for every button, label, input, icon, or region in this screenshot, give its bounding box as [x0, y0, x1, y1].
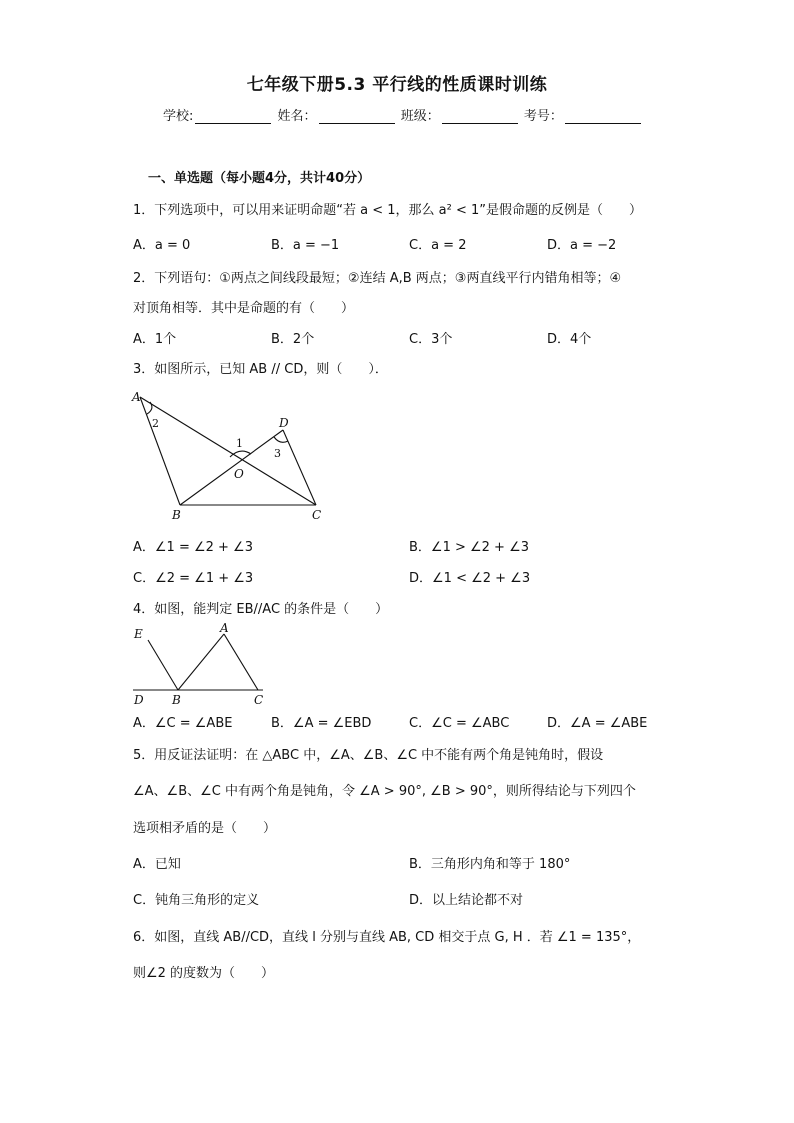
q3-option-a: A．∠1 = ∠2 + ∠3: [133, 540, 253, 555]
q2-option-c: C．3个: [409, 332, 453, 347]
exam-no-label: 考号：: [523, 109, 563, 124]
angle-3-label: 3: [274, 447, 281, 460]
q4-figure: [128, 618, 278, 710]
angle-2-arc: [147, 402, 152, 414]
q1-option-c: C．a = 2: [409, 238, 467, 253]
question-4-text: 4．如图，能判定 EB//AC 的条件是（ ）: [133, 602, 389, 617]
q3-figure: [128, 385, 338, 525]
question-5-line-1: 5．用反证法证明：在 △ABC 中，∠A、∠B、∠C 中不能有两个角是钝角时，假设: [133, 748, 604, 763]
segment-ac: [224, 634, 258, 690]
question-5-line-3: 选项相矛盾的是（ ）: [133, 821, 277, 836]
q3-option-c: C．∠2 = ∠1 + ∠3: [133, 571, 254, 586]
label-c: C: [254, 693, 264, 707]
question-2-line-1: 2．下列语句：①两点之间线段最短；②连结 A,B 两点；③两直线平行内错角相等；④: [133, 271, 622, 286]
segment-ba: [178, 634, 224, 690]
q1-option-b: B．a = −1: [271, 238, 340, 253]
angle-2-label: 2: [152, 417, 159, 430]
class-blank[interactable]: [442, 109, 518, 124]
q5-option-a: A．已知: [133, 857, 181, 872]
q1-option-a: A．a = 0: [133, 238, 191, 253]
exam-no-blank[interactable]: [565, 109, 641, 124]
label-c: C: [312, 508, 322, 522]
q3-option-d: D．∠1 < ∠2 + ∠3: [409, 571, 531, 586]
q3-option-b: B．∠1 > ∠2 + ∠3: [409, 540, 530, 555]
label-d: D: [279, 416, 289, 430]
q5-option-d: D．以上结论都不对: [409, 893, 524, 908]
q4-option-b: B．∠A = ∠EBD: [271, 716, 372, 731]
q5-option-c: C．钝角三角形的定义: [133, 893, 260, 908]
segment-bd: [180, 430, 283, 505]
q2-option-b: B．2个: [271, 332, 315, 347]
label-e: E: [134, 627, 143, 641]
label-b: B: [172, 693, 181, 707]
q2-option-a: A．1个: [133, 332, 177, 347]
question-3-text: 3．如图所示，已知 AB // CD，则（ ）．: [133, 362, 388, 377]
question-2-line-2: 对顶角相等．其中是命题的有（ ）: [133, 301, 355, 316]
segment-ac: [140, 397, 316, 505]
q4-option-d: D．∠A = ∠ABE: [547, 716, 648, 731]
student-info-row: [163, 105, 643, 124]
question-6-line-2: 则∠2 的度数为（ ）: [133, 966, 275, 981]
q5-option-b: B．三角形内角和等于 180°: [409, 857, 571, 872]
q4-option-c: C．∠C = ∠ABC: [409, 716, 510, 731]
question-6-line-1: 6．如图，直线 AB//CD，直线 l 分别与直线 AB, CD 相交于点 G, H ．若 ∠1 = 135°，: [133, 930, 641, 945]
q1-option-d: D．a = −2: [547, 238, 617, 253]
page-title: 七年级下册5.3 平行线的性质课时训练: [246, 75, 548, 95]
name-label: 姓名：: [277, 109, 317, 124]
label-b: B: [172, 508, 181, 522]
label-d: D: [134, 693, 144, 707]
class-label: 班级：: [400, 109, 440, 124]
label-a: A: [132, 390, 141, 404]
label-a: A: [220, 621, 229, 635]
segment-ab: [140, 397, 180, 505]
angle-1-label: 1: [236, 437, 243, 450]
section-title: 一、单选题（每小题4分，共计40分）: [148, 171, 371, 186]
segment-eb: [148, 640, 178, 690]
name-blank[interactable]: [319, 109, 395, 124]
school-label: 学校:: [163, 109, 194, 124]
question-1-text: 1．下列选项中，可以用来证明命题“若 a < 1，那么 a² < 1”是假命题的反例是（ ）: [133, 203, 643, 218]
school-blank[interactable]: [195, 109, 271, 124]
q4-option-a: A．∠C = ∠ABE: [133, 716, 233, 731]
q2-option-d: D．4个: [547, 332, 592, 347]
question-5-line-2: ∠A、∠B、∠C 中有两个角是钝角，令 ∠A > 90°, ∠B > 90°，则所得结论与下列四个: [133, 784, 636, 799]
label-o: O: [234, 467, 244, 481]
